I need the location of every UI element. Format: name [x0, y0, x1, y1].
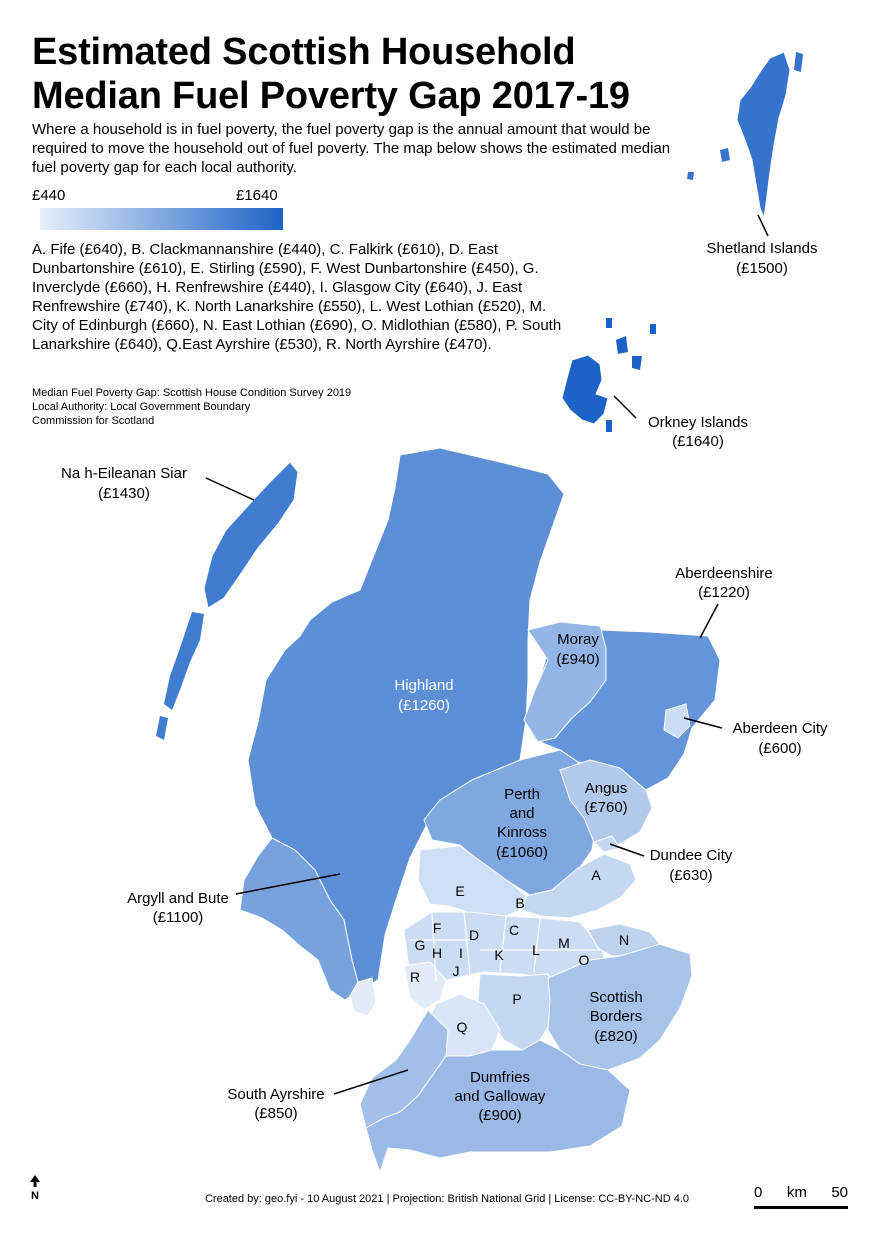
label-dundee: Dundee City — [649, 847, 733, 864]
region-shetland — [687, 52, 803, 218]
label-dumfries-1: Dumfries — [469, 1069, 531, 1086]
letter-d: D — [468, 927, 480, 943]
letter-b: B — [515, 895, 525, 911]
legend-max-label: £1640 — [236, 187, 278, 204]
label-angus: Angus — [584, 780, 628, 797]
source-line-1: Median Fuel Poverty Gap: Scottish House Condition Survey 2019 — [32, 387, 352, 399]
authority-key-list: A. Fife (£640), B. Clackmannanshire (£440), C. Falkirk (£610), D. East Dunbartonshire (£610), E. Stirling (£590), F. West Dunbartonshire (£450), G. Inverclyde (£660), H. Renfrewshire (£440), I. Glasgow City (£640), J. East Renfrewshire (£740), K. North Lanarkshire (£550), L. West Lothian (£520), M. City of Edinburgh (£660), N. East Lothian (£690), O. Midlothian (£580), P. South Lanarkshire (£640), Q.East Ayrshire (£530), R. North Ayrshire (£470). — [32, 241, 562, 353]
legend-min-label: £440 — [32, 187, 66, 204]
letter-q: Q — [456, 1019, 468, 1035]
region-orkney — [562, 318, 656, 432]
scale-line — [754, 1206, 848, 1209]
label-aberdeen-city: Aberdeen City — [732, 720, 828, 737]
label-borders-1: Scottish — [589, 989, 643, 1006]
source-line-3: Commission for Scotland — [32, 415, 155, 427]
scale-unit: km — [786, 1184, 807, 1201]
value-angus: (£760) — [584, 799, 628, 816]
value-dundee: (£630) — [669, 867, 713, 884]
title-line-1: Estimated Scottish Household — [32, 31, 576, 73]
letter-m: M — [558, 935, 570, 951]
scale-start: 0 — [754, 1184, 763, 1201]
value-shetland: (£1500) — [736, 260, 788, 277]
letter-o: O — [578, 952, 590, 968]
value-perth: (£1060) — [496, 844, 548, 861]
label-eilean-siar: Na h-Eileanan Siar — [61, 465, 187, 482]
letter-j: J — [452, 963, 460, 979]
value-aberdeenshire: (£1220) — [698, 584, 750, 601]
label-highland: Highland — [394, 677, 454, 694]
letter-i: I — [459, 945, 463, 961]
label-south-ayrshire: South Ayrshire — [227, 1086, 325, 1103]
label-moray: Moray — [557, 631, 599, 648]
value-argyll: (£1100) — [152, 909, 204, 926]
footer-credits: Created by: geo.fyi - 10 August 2021 | Projection: British National Grid | License: CC-BY-NC-ND 4.0 — [204, 1193, 690, 1205]
letter-a: A — [591, 867, 601, 883]
letter-n: N — [618, 932, 630, 948]
value-aberdeen-city: (£600) — [758, 740, 802, 757]
value-eilean-siar: (£1430) — [98, 485, 150, 502]
letter-c: C — [508, 922, 520, 938]
label-shetland: Shetland Islands — [706, 240, 818, 257]
letter-e: E — [455, 883, 465, 899]
value-orkney: (£1640) — [672, 433, 724, 450]
label-dumfries-2: and Galloway — [454, 1088, 546, 1105]
letter-k: K — [494, 947, 504, 963]
letter-l: L — [532, 942, 540, 958]
map-description: Where a household is in fuel poverty, the fuel poverty gap is the annual amount that would be required to move the household out of fuel poverty. The map below shows the estimated median fuel poverty gap for each local authority. — [32, 121, 671, 176]
label-borders-2: Borders — [589, 1008, 643, 1025]
title-line-2: Median Fuel Poverty Gap 2017-19 — [32, 75, 630, 117]
value-borders: (£820) — [594, 1028, 638, 1045]
label-perth-2: and — [509, 805, 535, 822]
scale-bar — [754, 1184, 848, 1209]
letter-g: G — [414, 937, 426, 953]
label-perth-1: Perth — [504, 786, 540, 803]
north-arrow-icon — [28, 1175, 42, 1187]
label-orkney: Orkney Islands — [647, 414, 749, 431]
letter-h: H — [431, 945, 443, 961]
label-argyll: Argyll and Bute — [127, 890, 229, 907]
value-south-ayrshire: (£850) — [254, 1105, 298, 1122]
source-line-2: Local Authority: Local Government Boundary — [32, 401, 251, 413]
value-dumfries: (£900) — [478, 1107, 522, 1124]
label-perth-3: Kinross — [496, 824, 548, 841]
letter-p: P — [512, 991, 522, 1007]
label-aberdeenshire: Aberdeenshire — [675, 565, 773, 582]
value-moray: (£940) — [556, 651, 600, 668]
value-highland: (£1260) — [398, 697, 450, 714]
letter-f: F — [432, 920, 442, 936]
north-arrow-label: N — [31, 1190, 39, 1202]
letter-r: R — [409, 969, 421, 985]
scale-end: 50 — [831, 1184, 848, 1201]
